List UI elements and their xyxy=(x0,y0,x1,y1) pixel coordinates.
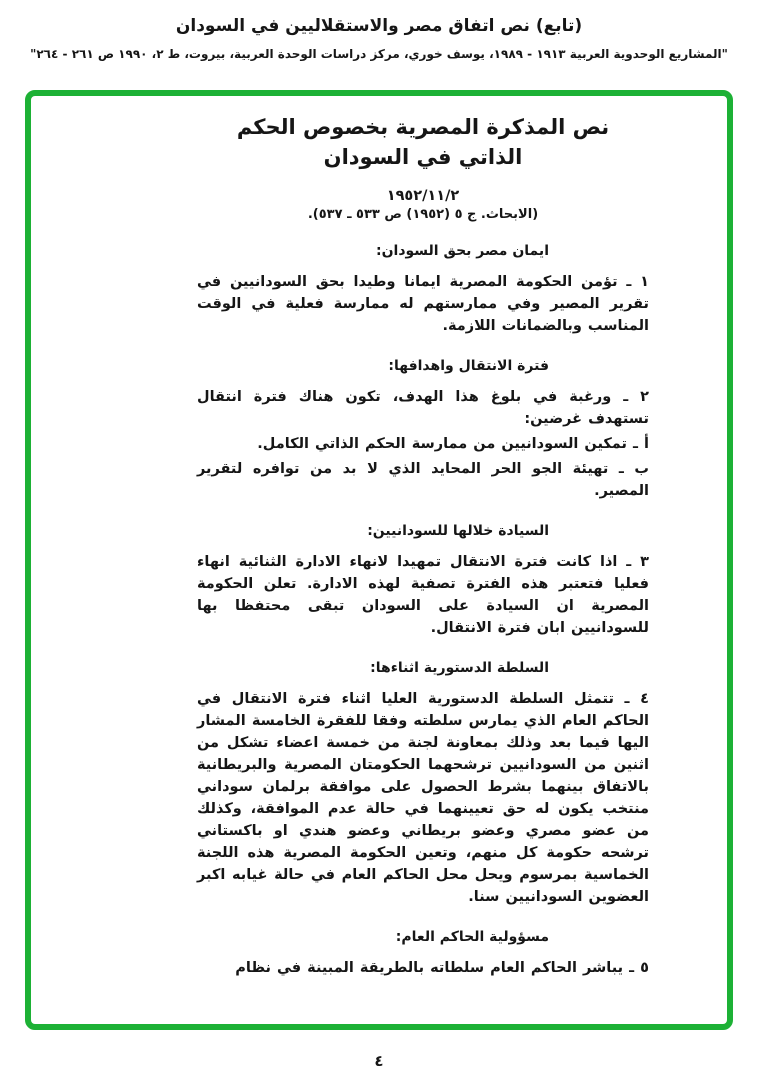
page-number: ٤ xyxy=(374,1052,384,1070)
header-citation: "المشاريع الوحدوية العربية ١٩١٣ - ١٩٨٩، يوسف خوري، مركز دراسات الوحدة العربية، بيروت، ط ٢، ١٩٩٠ ص ٢٦١ - ٢٦٤" xyxy=(30,47,728,61)
paragraph: ١ ـ تؤمن الحكومة المصرية ايمانا وطيدا بحق السودانيين في تقرير المصير وفي ممارستهم له ممارسة فعلية في الوقت المناسب وبالضمانات اللازمة. xyxy=(197,274,649,334)
page-header xyxy=(0,0,758,61)
document-content xyxy=(197,112,649,979)
section-governor-responsibility xyxy=(197,929,649,979)
memo-source-citation: (الابحاث. ج ٥ (١٩٥٢) ص ٥٣٣ ـ ٥٣٧). xyxy=(307,207,539,222)
list-item-b: ب ـ تهيئة الجو الحر المحايد الذي لا بد من توافره لتقرير المصير. xyxy=(197,461,649,499)
section-heading: السلطة الدستورية اثناءها: xyxy=(370,660,549,676)
section-transition-period xyxy=(197,358,649,502)
memo-title-line2: الذاتي في السودان xyxy=(323,145,523,169)
paragraph: ٣ ـ اذا كانت فترة الانتقال تمهيدا لانهاء الادارة الثنائية انهاء فعليا فتعتبر هذه الفترة تصفية لهذه الادارة. تعلن الحكومة المصرية ان السيادة على السودان تبقى محتفظا بها للسودانيين ابان فترة الانتقال. xyxy=(197,554,649,636)
section-heading: ايمان مصر بحق السودان: xyxy=(375,243,549,259)
list-item-a: أ ـ تمكين السودانيين من ممارسة الحكم الذاتي الكامل. xyxy=(257,436,649,452)
memo-date: ١٩٥٢/١١/٢ xyxy=(386,188,460,204)
memo-title xyxy=(197,112,649,172)
paragraph: ٢ ـ ورغبة في بلوغ هذا الهدف، تكون هناك فترة انتقال تستهدف غرضين: xyxy=(197,389,649,427)
paragraph: ٤ ـ تتمثل السلطة الدستورية العليا اثناء فترة الانتقال في الحاكم العام الذي يمارس سلطته وفقا للفقرة الخامسة المشار اليها فيما بعد وذلك بمعاونة لجنة من خمسة اعضاء تشكل من اثنين من السودانيين ترشحهما الحكومتان المصرية والبريطانية بالاتفاق بينهما بشرط الحصول على موافقة برلمان سوداني منتخب يكون له حق تعيينهما في حالة عدم الموافقة، وكذلك من عضو مصري وعضو بريطاني وعضو هندي او باكستاني ترشحه حكومة كل منهم، وتعين الحكومة المصرية هذه اللجنة الخماسية بمرسوم ويحل محل الحاكم العام في حالة غيابه اكبر العضوين السودانيين سنا. xyxy=(197,691,649,905)
section-heading: مسؤولية الحاكم العام: xyxy=(395,929,549,945)
document-frame xyxy=(25,90,733,1030)
section-constitutional-authority xyxy=(197,660,649,908)
section-belief xyxy=(197,243,649,337)
memo-title-line1: نص المذكرة المصرية بخصوص الحكم xyxy=(236,115,610,139)
section-sovereignty xyxy=(197,523,649,639)
header-title: (تابع) نص اتفاق مصر والاستقلاليين في السودان xyxy=(175,16,583,36)
section-heading: السيادة خلالها للسودانيين: xyxy=(367,523,549,539)
section-heading: فترة الانتقال واهدافها: xyxy=(388,358,549,374)
paragraph: ٥ ـ يباشر الحاكم العام سلطاته بالطريقة المبينة في نظام xyxy=(235,960,649,976)
